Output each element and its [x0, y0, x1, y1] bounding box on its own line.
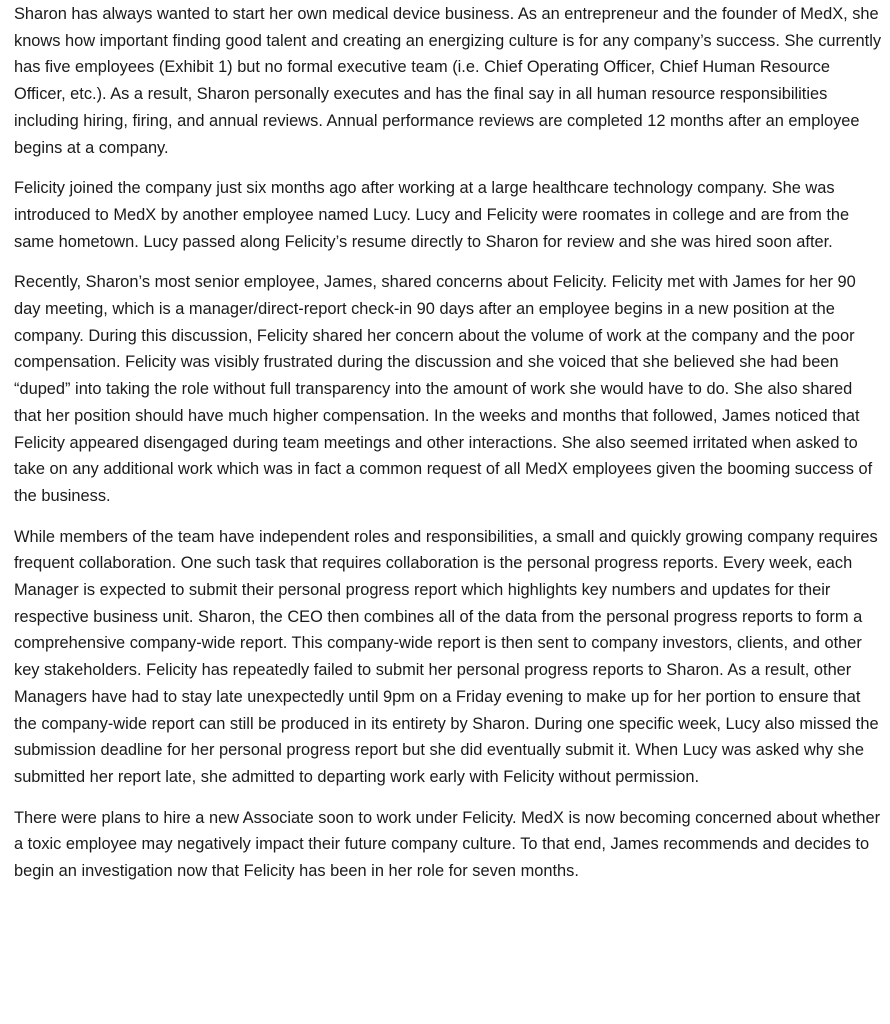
paragraph-progress-reports: While members of the team have independent roles and responsibilities, a small and quickly growing company requires frequent collaboration. One such task that requires collaboration is the personal progress reports. Every week, each Manager is expected to submit their personal progress report which highlights key numbers and updates for their respective business unit. Sharon, the CEO then combines all of the data from the personal progress reports to form a comprehensive company-wide report. This company-wide report is then sent to company investors, clients, and other key stakeholders. Felicity has repeatedly failed to submit her personal progress reports to Sharon. As a result, other Managers have had to stay late unexpectedly until 9pm on a Friday evening to make up for her portion to ensure that the company-wide report can still be produced in its entirety by Sharon. During one specific week, Lucy also missed the submission deadline for her personal progress report but she did eventually submit it. When Lucy was asked why she submitted her report late, she admitted to departing work early with Felicity without permission. [14, 527, 879, 786]
paragraph-james-concerns: Recently, Sharon’s most senior employee, James, shared concerns about Felicity. Felicity met with James for her 90 day meeting, which is a manager/direct-report check-in 90 days after an employee begins in a new position at the company. During this discussion, Felicity shared her concern about the volume of work at the company and the poor compensation. Felicity was visibly frustrated during the discussion and she voiced that she believed she had been “duped” into taking the role without full transparency into the amount of work she would have to do. She also shared that her position should have much higher compensation. In the weeks and months that followed, James noticed that Felicity appeared disengaged during team meetings and other interactions. She also seemed irritated when asked to take on any additional work which was in fact a common request of all MedX employees given the booming success of the business. [14, 273, 873, 505]
paragraph-investigation: There were plans to hire a new Associate soon to work under Felicity. MedX is now becoming concerned about whether a toxic employee may negatively impact their future company culture. To that end, James recommends and decides to begin an investigation now that Felicity has been in her role for seven months. [14, 808, 881, 881]
paragraph-sharon-background: Sharon has always wanted to start her own medical device business. As an entrepreneur and the founder of MedX, she knows how important finding good talent and creating an energizing culture is for any company’s success. She currently has five employees (Exhibit 1) but no formal executive team (i.e. Chief Operating Officer, Chief Human Resource Officer, etc.). As a result, Sharon personally executes and has the final say in all human resource responsibilities including hiring, firing, and annual reviews. Annual performance reviews are completed 12 months after an employee begins at a company. [14, 5, 882, 157]
paragraph-felicity-hiring: Felicity joined the company just six months ago after working at a large healthcare technology company. She was introduced to MedX by another employee named Lucy. Lucy and Felicity were roomates in college and are from the same hometown. Lucy passed along Felicity’s resume directly to Sharon for review and she was hired soon after. [14, 179, 850, 251]
